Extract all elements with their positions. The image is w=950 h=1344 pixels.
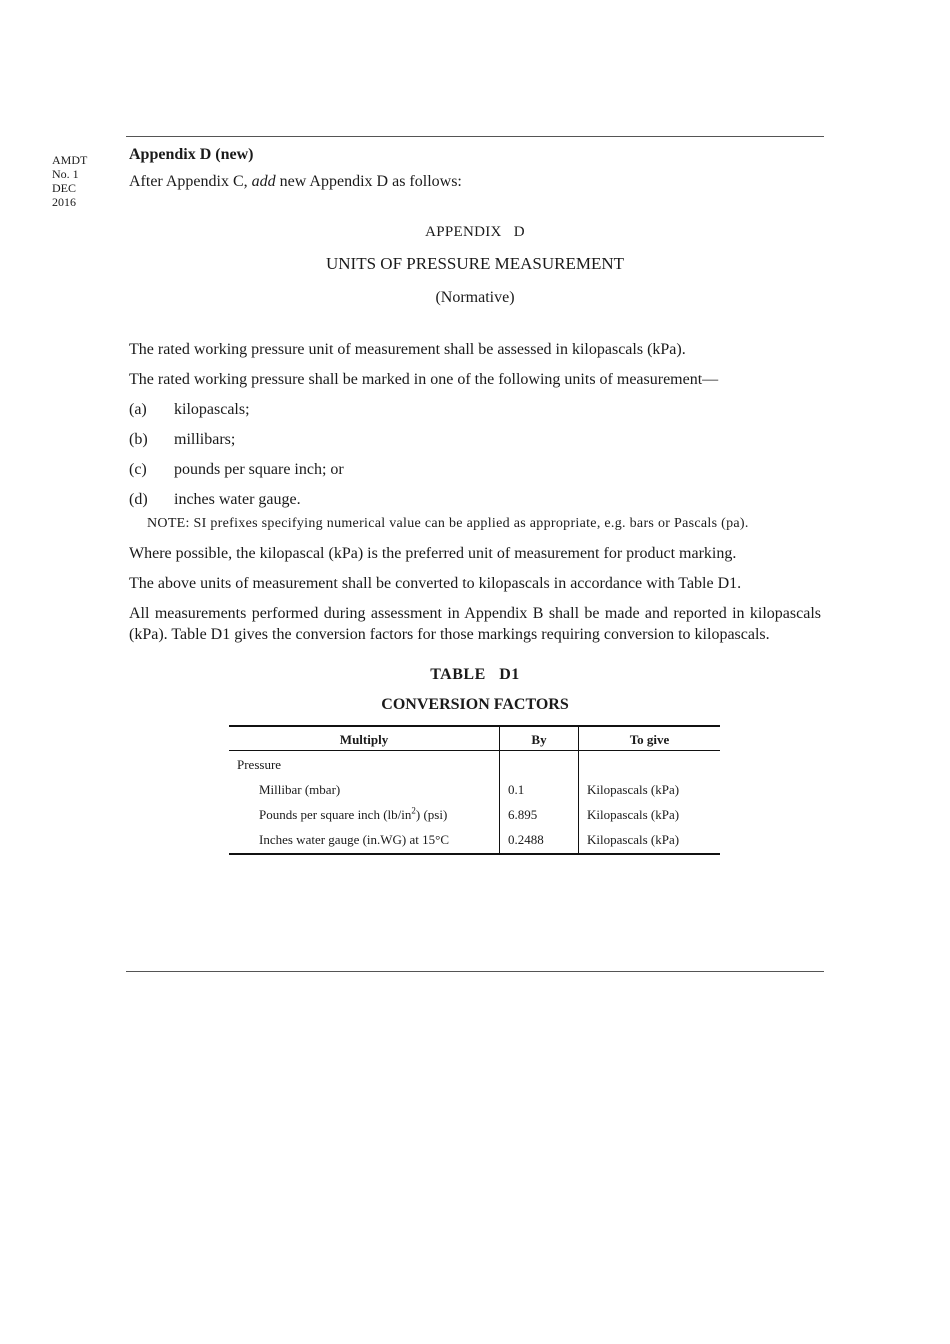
cell-by: 0.1	[500, 778, 579, 803]
si-prefix-note: NOTE: SI prefixes specifying numerical value can be applied as appropriate, e.g. bars or Pascals (pa).	[147, 516, 749, 531]
cell-by: 6.895	[500, 803, 579, 828]
appendix-label: APPENDIX D	[425, 224, 525, 240]
list-item	[129, 399, 821, 420]
conversion-table	[229, 725, 720, 855]
table-group-row	[229, 751, 720, 779]
cell-by: 0.2488	[500, 828, 579, 854]
amendment-month: DEC	[52, 181, 76, 195]
top-rule	[126, 136, 824, 137]
instruction-text-pre: After Appendix C,	[129, 173, 252, 190]
cell-to-give: Kilopascals (kPa)	[587, 782, 680, 797]
list-item-label: (d)	[129, 491, 148, 508]
list-item	[129, 429, 821, 450]
amendment-instruction	[129, 172, 821, 192]
cell-to-give: Kilopascals (kPa)	[587, 807, 680, 822]
list-item-label: (b)	[129, 431, 148, 448]
table-caption: CONVERSION FACTORS	[381, 696, 569, 713]
cell-multiply: Millibar (mbar)	[229, 778, 500, 803]
superscript: 2	[411, 805, 416, 816]
list-item-text: millibars;	[174, 431, 236, 448]
paragraph-conversion: The above units of measurement shall be converted to kilopascals in accordance with Table D1.	[129, 575, 742, 592]
table-row	[229, 803, 720, 828]
cell-multiply	[229, 803, 500, 828]
paragraph-measurements: All measurements performed during assessment in Appendix B shall be made and reported in kilopascals (kPa). Table D1 gives the conversion factors for those markings requiring conversion to kilopascals.	[129, 605, 821, 643]
instruction-text-post: new Appendix D as follows:	[275, 173, 462, 190]
units-list	[129, 399, 821, 510]
paragraph-preferred-unit: Where possible, the kilopascal (kPa) is the preferred unit of measurement for product marking.	[129, 545, 737, 562]
list-item-text: kilopascals;	[174, 401, 250, 418]
list-item	[129, 459, 821, 480]
appendix-title: UNITS OF PRESSURE MEASUREMENT	[325, 254, 624, 273]
list-item-label: (c)	[129, 461, 147, 478]
amendment-heading: Appendix D (new)	[129, 146, 254, 163]
table-row	[229, 778, 720, 803]
list-item-text: pounds per square inch; or	[174, 461, 344, 478]
paragraph-assessment-unit: The rated working pressure unit of measurement shall be assessed in kilopascals (kPa).	[129, 341, 686, 358]
column-header-by: By	[500, 726, 579, 751]
cell-multiply-text: Pounds per square inch (lb/in	[259, 807, 412, 822]
amendment-margin-note	[52, 153, 112, 209]
group-label: Pressure	[229, 751, 500, 779]
table-header-row	[229, 726, 720, 751]
amendment-year: 2016	[52, 195, 76, 209]
list-item	[129, 489, 821, 510]
column-header-to-give: To give	[579, 726, 721, 751]
appendix-status: (Normative)	[435, 289, 515, 306]
list-item-label: (a)	[129, 401, 147, 418]
bottom-rule	[126, 971, 824, 972]
table-label: TABLE D1	[430, 666, 520, 683]
cell-multiply: Inches water gauge (in.WG) at 15°C	[229, 828, 500, 854]
paragraph-marking-units: The rated working pressure shall be marked in one of the following units of measurement—	[129, 371, 719, 388]
amendment-number: No. 1	[52, 167, 79, 181]
instruction-emphasis: add	[251, 173, 276, 190]
cell-multiply-text-post: ) (psi)	[415, 807, 448, 822]
list-item-text: inches water gauge.	[174, 491, 301, 508]
amendment-label: AMDT	[52, 153, 88, 167]
cell-to-give: Kilopascals (kPa)	[579, 828, 721, 854]
table-row	[229, 828, 720, 854]
column-header-multiply: Multiply	[229, 726, 500, 751]
document-content	[129, 145, 821, 855]
